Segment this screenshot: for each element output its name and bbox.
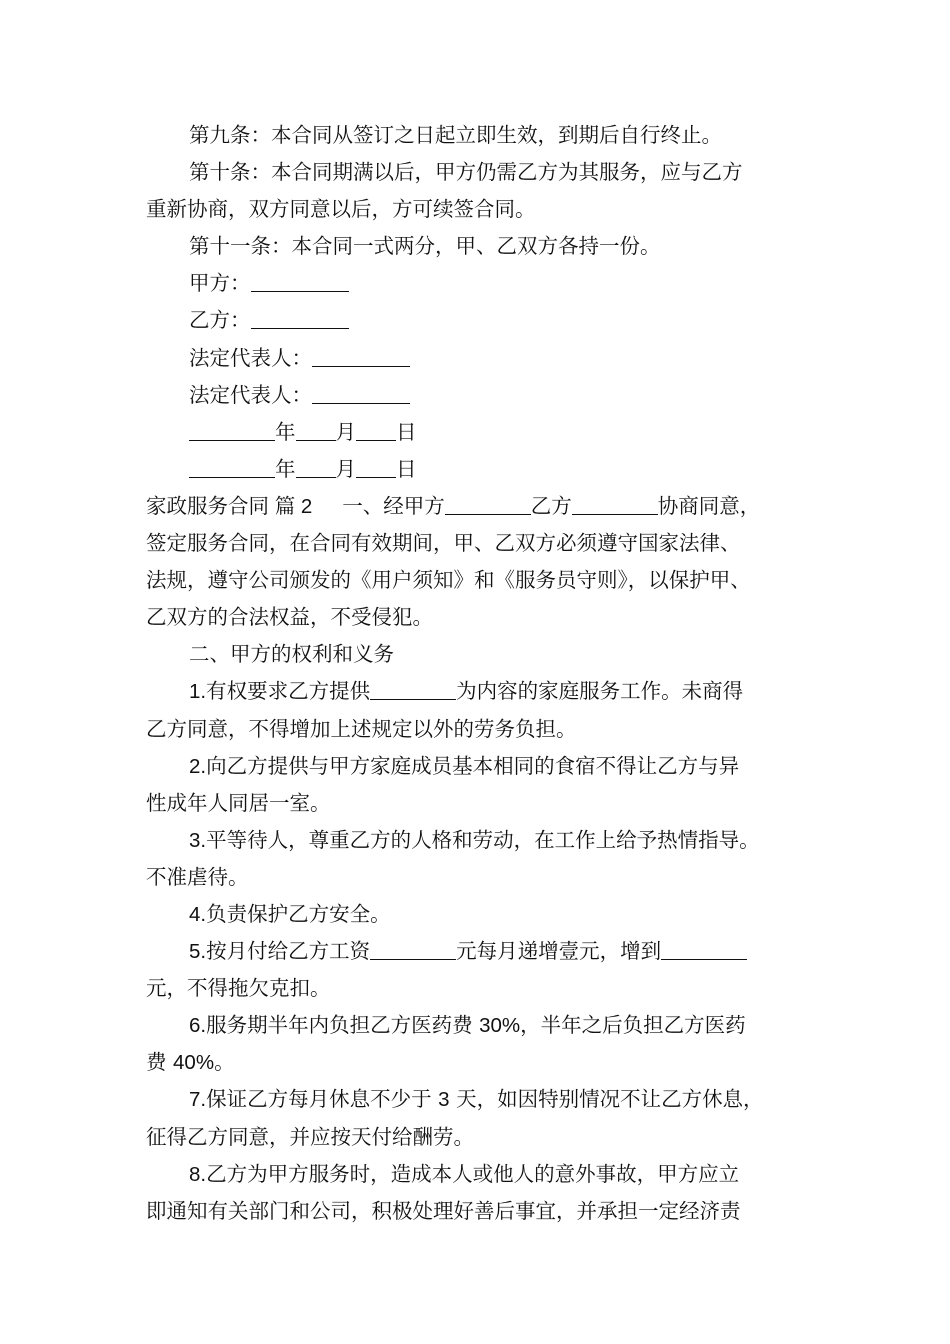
section-2-first-line bbox=[146, 488, 826, 525]
item-4-line-1 bbox=[146, 896, 826, 933]
month-label: 月 bbox=[335, 419, 356, 444]
item-number: 3. bbox=[189, 828, 207, 852]
legal-rep-blank bbox=[312, 344, 410, 367]
item-1-line-1 bbox=[146, 673, 826, 710]
party-b-label: 乙方： bbox=[189, 308, 251, 333]
item-text: 向乙方提供与甲方家庭成员基本相同的食宿不得让乙方与异 bbox=[206, 753, 740, 778]
party-b-name-blank bbox=[572, 492, 658, 515]
item-3-line-1 bbox=[146, 822, 826, 859]
clause-1-text: 乙方 bbox=[530, 493, 572, 518]
legal-rep-blank bbox=[312, 381, 410, 404]
section-2-line-3: 法规，遵守公司颁发的《用户须知》和《服务员守则》，以保护甲、 bbox=[146, 568, 751, 593]
party-a-label: 甲方： bbox=[189, 271, 251, 296]
party-a-signature-line bbox=[146, 265, 826, 302]
contract-body bbox=[146, 117, 826, 1230]
year-blank bbox=[189, 418, 275, 441]
item-text: 按月付给乙方工资 bbox=[206, 939, 371, 964]
service-content-blank bbox=[370, 678, 456, 701]
item-number: 1. bbox=[189, 680, 207, 704]
item-text: 保证乙方每月休息不少于 bbox=[206, 1087, 439, 1112]
item-3-line-2: 不准虐待。 bbox=[146, 864, 249, 889]
section-2-line-4: 乙双方的合法权益，不受侵犯。 bbox=[146, 605, 433, 630]
day-label: 日 bbox=[396, 419, 417, 444]
item-number: 5. bbox=[189, 940, 207, 964]
item-number: 2. bbox=[189, 754, 207, 778]
section-2-line-2: 签定服务合同，在合同有效期间，甲、乙双方必须遵守国家法律、 bbox=[146, 531, 741, 556]
item-number: 6. bbox=[189, 1014, 207, 1038]
item-text: 有权要求乙方提供 bbox=[206, 679, 371, 704]
max-salary-blank bbox=[661, 938, 747, 961]
item-text: 为内容的家庭服务工作。未商得 bbox=[456, 679, 744, 704]
salary-blank bbox=[370, 938, 456, 961]
legal-rep-line-2 bbox=[146, 377, 826, 414]
party-a-name-blank bbox=[445, 492, 531, 515]
percent-value: 40% bbox=[173, 1051, 215, 1075]
item-number: 4. bbox=[189, 902, 207, 926]
year-label: 年 bbox=[275, 456, 296, 481]
article-10-line-2: 重新协商，双方同意以后，方可续签合同。 bbox=[146, 197, 536, 222]
item-7-line-2: 征得乙方同意，并应按天付给酬劳。 bbox=[146, 1124, 474, 1149]
item-6-line-1 bbox=[146, 1007, 826, 1044]
party-b-signature-line bbox=[146, 302, 826, 339]
item-text: 乙方为甲方服务时，造成本人或他人的意外事故，甲方应立 bbox=[206, 1161, 740, 1186]
item-7-line-1 bbox=[146, 1081, 826, 1118]
day-blank bbox=[356, 418, 396, 441]
month-label: 月 bbox=[335, 456, 356, 481]
article-11: 第十一条：本合同一式两分，甲、乙双方各持一份。 bbox=[189, 234, 661, 259]
item-number: 8. bbox=[189, 1162, 207, 1186]
item-8-line-2: 即通知有关部门和公司，积极处理好善后事宜，并承担一定经济责 bbox=[146, 1198, 741, 1223]
legal-rep-label: 法定代表人： bbox=[189, 382, 312, 407]
item-text: 负责保护乙方安全。 bbox=[206, 901, 391, 926]
item-5-line-1 bbox=[146, 933, 826, 970]
party-b-blank bbox=[251, 307, 349, 330]
legal-rep-label: 法定代表人： bbox=[189, 345, 312, 370]
item-text: 服务期半年内负担乙方医药费 bbox=[206, 1013, 480, 1038]
day-blank bbox=[356, 455, 396, 478]
year-label: 年 bbox=[275, 419, 296, 444]
article-10-line-1: 第十条：本合同期满以后，甲方仍需乙方为其服务，应与乙方 bbox=[189, 160, 743, 185]
item-text: 平等待人，尊重乙方的人格和劳动，在工作上给予热情指导。 bbox=[206, 827, 760, 852]
date-line-2 bbox=[146, 451, 826, 488]
item-text: 元每月递增壹元，增到 bbox=[456, 939, 662, 964]
item-text: 天，如因特别情况不让乙方休息， bbox=[449, 1087, 764, 1112]
article-9: 第九条：本合同从签订之日起立即生效，到期后自行终止。 bbox=[189, 123, 722, 147]
party-a-blank bbox=[251, 270, 349, 293]
clause-1-text: 一、经甲方 bbox=[342, 493, 445, 518]
percent-value: 30% bbox=[479, 1014, 521, 1038]
item-2-line-1 bbox=[146, 748, 826, 785]
year-blank bbox=[189, 455, 275, 478]
month-blank bbox=[296, 455, 336, 478]
item-text: ，半年之后负担乙方医药 bbox=[520, 1013, 746, 1038]
clause-1-text: 协商同意， bbox=[657, 493, 761, 518]
item-2-line-2: 性成年人同居一室。 bbox=[146, 790, 331, 815]
days-value: 3 bbox=[438, 1088, 450, 1112]
date-line-1 bbox=[146, 414, 826, 451]
rights-heading: 二、甲方的权利和义务 bbox=[189, 642, 394, 667]
item-1-line-2: 乙方同意，不得增加上述规定以外的劳务负担。 bbox=[146, 716, 577, 741]
item-text: 费 bbox=[146, 1050, 174, 1075]
month-blank bbox=[296, 418, 336, 441]
legal-rep-line-1 bbox=[146, 340, 826, 377]
item-5-line-2: 元，不得拖欠克扣。 bbox=[146, 976, 331, 1001]
item-6-line-2 bbox=[146, 1044, 826, 1081]
item-number: 7. bbox=[189, 1088, 207, 1112]
item-8-line-1 bbox=[146, 1156, 826, 1193]
section-title: 家政服务合同 篇 2 bbox=[146, 494, 313, 518]
day-label: 日 bbox=[396, 456, 417, 481]
item-text: 。 bbox=[214, 1050, 235, 1075]
